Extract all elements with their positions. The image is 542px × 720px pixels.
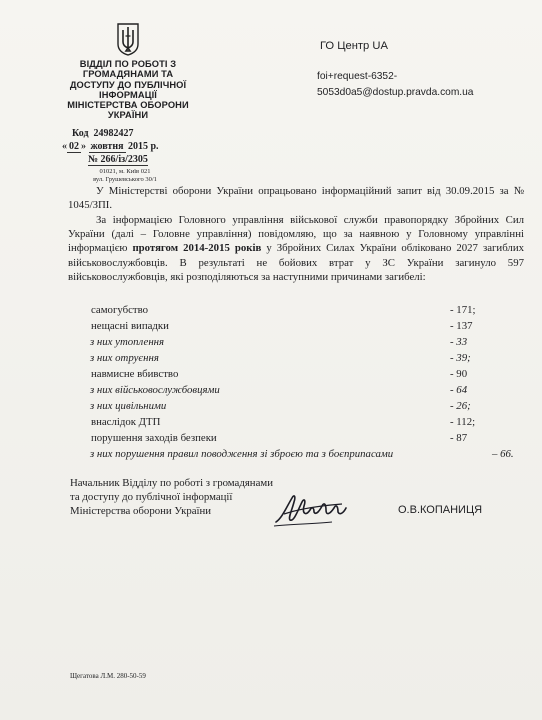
department-line: ДОСТУПУ ДО ПУБЛІЧНОЇ <box>69 79 187 90</box>
address-line: 01021, м. Київ 021 <box>99 168 151 175</box>
handwritten-signature <box>272 488 360 532</box>
letter-date <box>62 141 159 153</box>
paragraph-bold-period: протягом 2014-2015 років <box>132 242 262 255</box>
date-day: 02 <box>69 141 79 152</box>
cause-label: нещасні випадки <box>91 320 169 332</box>
department-line: МІНІСТЕРСТВА ОБОРОНИ <box>67 100 189 111</box>
title-line: Начальник Відділу по роботі з громадянами <box>70 477 273 489</box>
paragraph-text: у Збройних Силах України обліковано 2027 загиблих військовослужбовців. В результаті не бойових втрат у ЗС України загинуло 597 військовослужбовців, які розподіляються за наступними причинами загибелі: <box>68 242 524 283</box>
department-line: УКРАЇНИ <box>107 110 149 121</box>
department-line: ГРОМАДЯНАМИ ТА <box>82 69 174 80</box>
cause-label: навмисне вбивство <box>91 368 179 380</box>
sender-department <box>54 59 202 121</box>
cause-label: з них отруєння <box>90 352 159 364</box>
recipient-email <box>317 69 473 100</box>
title-line: та доступу до публічної інформації <box>70 491 233 503</box>
code-value: 24982427 <box>93 128 134 139</box>
department-line: ІНФОРМАЦІЇ <box>99 89 157 100</box>
list-item <box>72 430 502 446</box>
cause-value: - 137 <box>450 320 473 332</box>
cause-value: - 90 <box>450 368 468 380</box>
outgoing-number: № 266/із/2305 <box>88 154 148 165</box>
email-line: foi+request-6352- <box>317 71 398 82</box>
list-item <box>72 350 502 366</box>
signatory-title <box>70 476 273 518</box>
list-item <box>72 366 502 382</box>
cause-label: порушення заходів безпеки <box>91 432 217 444</box>
list-item <box>72 446 514 462</box>
email-line: 5053d0a5@dostup.pravda.com.ua <box>317 86 474 98</box>
list-item <box>72 302 502 318</box>
title-line: Міністерства оборони України <box>70 505 212 517</box>
cause-value: - 87 <box>450 432 468 444</box>
date-month: жовтня <box>90 141 124 152</box>
date-open-quote: « <box>62 141 67 152</box>
cause-label: самогубство <box>91 304 149 316</box>
list-item <box>72 318 502 334</box>
cause-label: з них цивільними <box>90 400 167 412</box>
signatory-name: О.В.КОПАНИЦЯ <box>398 504 483 516</box>
list-item <box>72 334 502 350</box>
date-close-quote: » <box>81 141 86 152</box>
list-item <box>72 382 502 398</box>
cause-value: – 66. <box>492 448 514 460</box>
executor-note: Щегатова Л.М. 280-50-59 <box>70 672 146 680</box>
list-item <box>72 414 502 430</box>
code-label: Код <box>72 128 89 139</box>
address-line: вул. Грушевського 30/1 <box>93 176 157 183</box>
body-paragraph-1: У Міністерстві оборони України опрацьовано інформаційний запит від 30.09.2015 за № 1045/ЗПІ. <box>68 185 524 212</box>
paragraph-text: За інформацією Головного управління військової служби правопорядку Збройних Сил України (далі – Головне управління) повідомляю, що за наявною у Головному управлінні інформацією <box>68 214 524 255</box>
recipient-organization: ГО Центр UA <box>320 40 388 52</box>
list-item <box>72 398 502 414</box>
cause-value: - 64 <box>450 384 468 396</box>
causes-list <box>72 302 514 462</box>
sender-code <box>72 128 134 139</box>
cause-label: з них порушення правил поводження зі зброєю та з боєприпасами <box>90 448 394 460</box>
cause-value: - 171; <box>450 304 476 316</box>
date-year: 2015 р. <box>128 141 159 152</box>
sender-address <box>70 168 180 184</box>
cause-label: внаслідок ДТП <box>91 416 161 428</box>
trident-emblem-icon <box>116 22 140 56</box>
cause-label: з них утоплення <box>90 336 165 348</box>
department-line: ВІДДІЛ ПО РОБОТІ З <box>79 59 177 69</box>
body-paragraph-2 <box>68 213 524 284</box>
cause-value: - 112; <box>450 416 476 428</box>
cause-value: - 26; <box>450 400 471 412</box>
cause-value: - 33 <box>450 336 468 348</box>
cause-value: - 39; <box>450 352 471 364</box>
cause-label: з них військовослужбовцями <box>90 384 220 396</box>
